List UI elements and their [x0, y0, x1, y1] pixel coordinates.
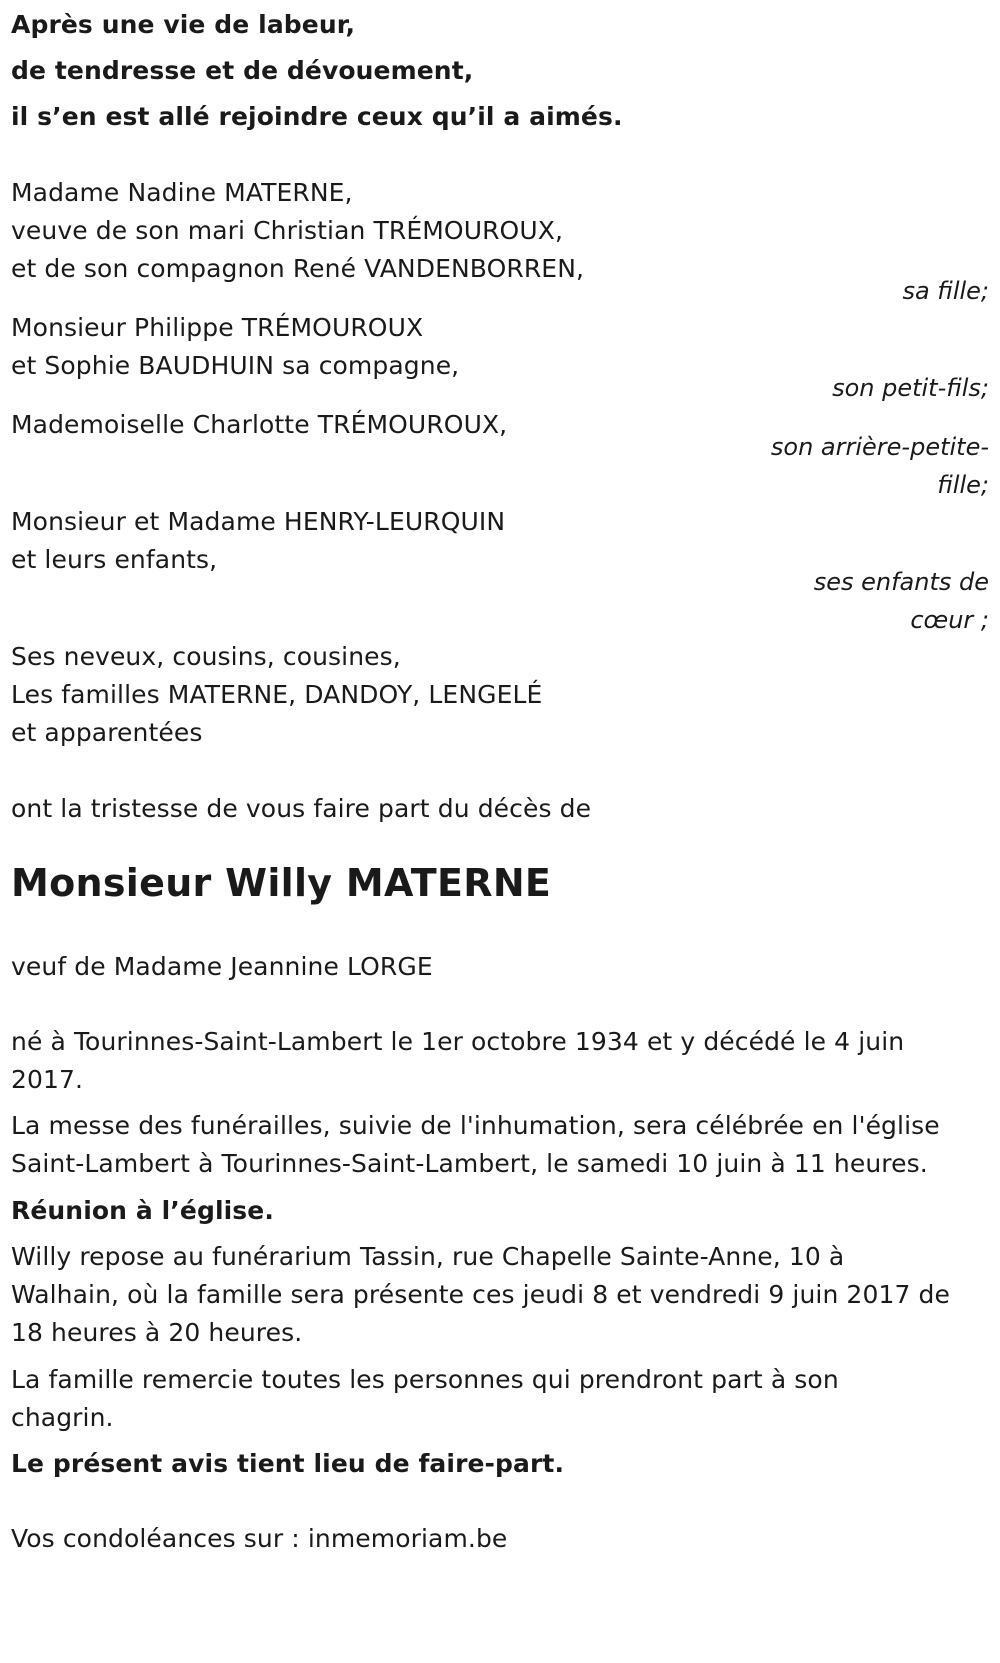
relation-label: son arrière-petite- [770, 433, 989, 461]
intro-line-3: il s’en est allé rejoindre ceux qu’il a aimés. [11, 102, 623, 131]
meeting-text: Réunion à l’église. [11, 1196, 274, 1225]
funeral-line: Saint-Lambert à Tourinnes-Saint-Lambert, le samedi 10 juin à 11 heures. [11, 1149, 928, 1178]
thanks-line: La famille remercie toutes les personnes qui prendront part à son [11, 1365, 839, 1394]
relation-label: ses enfants de [813, 568, 989, 596]
family-line: et leurs enfants, [11, 545, 218, 574]
birth-death-line: 2017. [11, 1065, 84, 1094]
family-line: Madame Nadine MATERNE, [11, 178, 353, 207]
family-line: veuve de son mari Christian TRÉMOUROUX, [11, 216, 564, 245]
widower-of-text: veuf de Madame Jeannine LORGE [11, 952, 433, 981]
family-line: Monsieur et Madame HENRY-LEURQUIN [11, 507, 506, 536]
visitation-line: Willy repose au funérarium Tassin, rue Chapelle Sainte-Anne, 10 à [11, 1242, 845, 1271]
family-line: et apparentées [11, 718, 203, 747]
relation-label: son petit-fils; [832, 374, 989, 402]
announcement-text: ont la tristesse de vous faire part du décès de [11, 794, 592, 823]
family-line: et de son compagnon René VANDENBORREN, [11, 254, 585, 283]
relation-label: cœur ; [910, 606, 989, 634]
funeral-line: La messe des funérailles, suivie de l'inhumation, sera célébrée en l'église [11, 1111, 940, 1140]
intro-line-1: Après une vie de labeur, [11, 10, 356, 39]
family-line: Ses neveux, cousins, cousines, [11, 642, 401, 671]
visitation-line: 18 heures à 20 heures. [11, 1318, 303, 1347]
deceased-name: Monsieur Willy MATERNE [11, 861, 552, 905]
family-line: Monsieur Philippe TRÉMOUROUX [11, 313, 424, 342]
family-line: Les familles MATERNE, DANDOY, LENGELÉ [11, 680, 543, 709]
condolences-text: Vos condoléances sur : inmemoriam.be [11, 1524, 508, 1553]
visitation-line: Walhain, où la famille sera présente ces jeudi 8 et vendredi 9 juin 2017 de [11, 1280, 950, 1309]
intro-line-2: de tendresse et de dévouement, [11, 56, 474, 85]
birth-death-line: né à Tourinnes-Saint-Lambert le 1er octobre 1934 et y décédé le 4 juin [11, 1027, 905, 1056]
relation-label: fille; [937, 471, 989, 499]
family-line: et Sophie BAUDHUIN sa compagne, [11, 351, 460, 380]
thanks-line: chagrin. [11, 1403, 114, 1432]
family-line: Mademoiselle Charlotte TRÉMOUROUX, [11, 410, 508, 439]
notice-text: Le présent avis tient lieu de faire-part. [11, 1449, 565, 1478]
relation-label: sa fille; [902, 277, 989, 305]
